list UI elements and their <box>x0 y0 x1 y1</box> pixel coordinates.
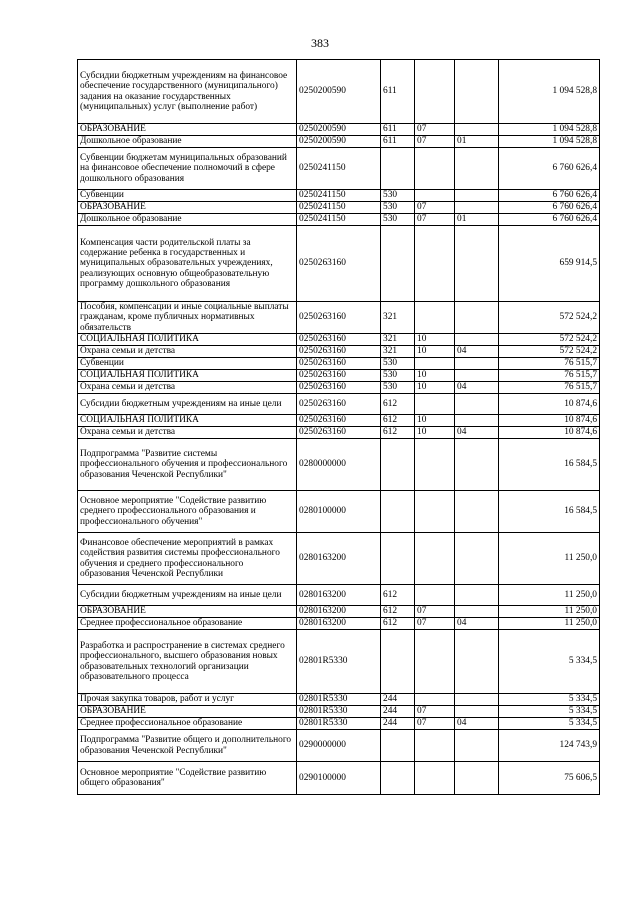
target-article-cell: 0280163200 <box>297 585 381 606</box>
target-article-cell: 0280100000 <box>297 491 381 533</box>
section-cell: 10 <box>415 370 455 382</box>
table-row <box>78 618 600 630</box>
expense-type-cell <box>381 491 415 533</box>
row-name-cell: ОБРАЗОВАНИЕ <box>78 606 297 618</box>
section-cell <box>415 533 455 585</box>
expense-type-cell: 321 <box>381 334 415 346</box>
target-article-cell: 02801R5330 <box>297 706 381 718</box>
subsection-cell <box>455 606 499 618</box>
table-row <box>78 226 600 302</box>
amount-cell: 6 760 626,4 <box>499 202 600 214</box>
section-cell: 10 <box>415 334 455 346</box>
amount-cell: 572 524,2 <box>499 302 600 334</box>
section-cell <box>415 762 455 795</box>
section-cell <box>415 439 455 491</box>
section-cell <box>415 226 455 302</box>
target-article-cell: 0250263160 <box>297 394 381 415</box>
table-row <box>78 136 600 148</box>
amount-cell: 11 250,0 <box>499 585 600 606</box>
row-name-cell: Субвенции <box>78 358 297 370</box>
table-row <box>78 427 600 439</box>
subsection-cell <box>455 334 499 346</box>
expense-type-cell <box>381 533 415 585</box>
expense-type-cell: 244 <box>381 694 415 706</box>
target-article-cell: 0250200590 <box>297 124 381 136</box>
table-row <box>78 694 600 706</box>
table-row <box>78 190 600 202</box>
section-cell <box>415 491 455 533</box>
target-article-cell: 0250263160 <box>297 358 381 370</box>
row-name-cell: ОБРАЗОВАНИЕ <box>78 706 297 718</box>
row-name-cell: Финансовое обеспечение мероприятий в рамках содействия развития системы профессионального обучения и среднего профессионального образования Чеченской Республики <box>78 533 297 585</box>
target-article-cell: 0290000000 <box>297 730 381 762</box>
subsection-cell <box>455 60 499 124</box>
amount-cell: 1 094 528,8 <box>499 60 600 124</box>
amount-cell: 16 584,5 <box>499 439 600 491</box>
amount-cell: 1 094 528,8 <box>499 136 600 148</box>
section-cell: 07 <box>415 706 455 718</box>
subsection-cell: 04 <box>455 346 499 358</box>
table-row <box>78 334 600 346</box>
expense-type-cell <box>381 730 415 762</box>
expense-type-cell: 244 <box>381 718 415 730</box>
row-name-cell: Подпрограмма "Развитие системы профессионального обучения и профессионального образования Чеченской Республики" <box>78 439 297 491</box>
amount-cell: 10 874,6 <box>499 427 600 439</box>
row-name-cell: Среднее профессиональное образование <box>78 618 297 630</box>
table-row <box>78 60 600 124</box>
table-row <box>78 382 600 394</box>
row-name-cell: СОЦИАЛЬНАЯ ПОЛИТИКА <box>78 370 297 382</box>
subsection-cell <box>455 302 499 334</box>
section-cell <box>415 730 455 762</box>
target-article-cell: 0250263160 <box>297 302 381 334</box>
target-article-cell: 0250263160 <box>297 226 381 302</box>
amount-cell: 75 606,5 <box>499 762 600 795</box>
row-name-cell: Подпрограмма "Развитие общего и дополнительного образования Чеченской Республики" <box>78 730 297 762</box>
row-name-cell: Разработка и распространение в системах среднего профессионального, высшего образования новых образовательных технологий организации образовательного процесса <box>78 630 297 694</box>
expense-type-cell: 611 <box>381 60 415 124</box>
section-cell <box>415 148 455 190</box>
subsection-cell: 04 <box>455 718 499 730</box>
subsection-cell: 01 <box>455 136 499 148</box>
amount-cell: 572 524,2 <box>499 334 600 346</box>
expense-type-cell <box>381 226 415 302</box>
section-cell <box>415 585 455 606</box>
subsection-cell <box>455 415 499 427</box>
amount-cell: 11 250,0 <box>499 618 600 630</box>
table-row <box>78 202 600 214</box>
subsection-cell <box>455 762 499 795</box>
target-article-cell: 0250241150 <box>297 148 381 190</box>
row-name-cell: Субвенции <box>78 190 297 202</box>
amount-cell: 76 515,7 <box>499 358 600 370</box>
table-row <box>78 533 600 585</box>
subsection-cell <box>455 394 499 415</box>
table-row <box>78 346 600 358</box>
subsection-cell <box>455 226 499 302</box>
amount-cell: 5 334,5 <box>499 694 600 706</box>
amount-cell: 6 760 626,4 <box>499 148 600 190</box>
table-row <box>78 630 600 694</box>
table-row <box>78 706 600 718</box>
row-name-cell: Компенсация части родительской платы за содержание ребенка в государственных и муниципальных образовательных учреждениях, реализующих основную общеобразовательную программу дошкольного образования <box>78 226 297 302</box>
section-cell <box>415 190 455 202</box>
subsection-cell: 04 <box>455 618 499 630</box>
section-cell: 07 <box>415 202 455 214</box>
target-article-cell: 0290100000 <box>297 762 381 795</box>
row-name-cell: Субсидии бюджетным учреждениям на иные цели <box>78 585 297 606</box>
subsection-cell <box>455 630 499 694</box>
table-body <box>78 60 600 795</box>
subsection-cell <box>455 491 499 533</box>
row-name-cell: Основное мероприятие "Содействие развитию среднего профессионального образования и профессионального обучения" <box>78 491 297 533</box>
section-cell <box>415 302 455 334</box>
target-article-cell: 02801R5330 <box>297 694 381 706</box>
expense-type-cell: 321 <box>381 302 415 334</box>
expense-type-cell: 612 <box>381 415 415 427</box>
amount-cell: 1 094 528,8 <box>499 124 600 136</box>
table-row <box>78 491 600 533</box>
section-cell <box>415 630 455 694</box>
row-name-cell: Пособия, компенсации и иные социальные выплаты гражданам, кроме публичных нормативных обязательств <box>78 302 297 334</box>
expense-type-cell: 530 <box>381 202 415 214</box>
table-row <box>78 762 600 795</box>
table-row <box>78 148 600 190</box>
row-name-cell: Дошкольное образование <box>78 214 297 226</box>
table-row <box>78 415 600 427</box>
subsection-cell <box>455 585 499 606</box>
expense-type-cell: 612 <box>381 606 415 618</box>
expense-type-cell <box>381 630 415 694</box>
table-row <box>78 718 600 730</box>
expense-type-cell: 612 <box>381 427 415 439</box>
expense-type-cell: 530 <box>381 370 415 382</box>
amount-cell: 76 515,7 <box>499 370 600 382</box>
amount-cell: 5 334,5 <box>499 630 600 694</box>
amount-cell: 76 515,7 <box>499 382 600 394</box>
target-article-cell: 0250200590 <box>297 136 381 148</box>
subsection-cell <box>455 370 499 382</box>
row-name-cell: Охрана семьи и детства <box>78 346 297 358</box>
amount-cell: 5 334,5 <box>499 706 600 718</box>
table-row <box>78 730 600 762</box>
target-article-cell: 02801R5330 <box>297 630 381 694</box>
expense-type-cell <box>381 762 415 795</box>
subsection-cell <box>455 730 499 762</box>
budget-table <box>77 59 600 795</box>
expense-type-cell: 611 <box>381 124 415 136</box>
subsection-cell: 04 <box>455 427 499 439</box>
page-number: 383 <box>311 36 329 50</box>
row-name-cell: Основное мероприятие "Содействие развитию общего образования" <box>78 762 297 795</box>
expense-type-cell: 530 <box>381 190 415 202</box>
table-row <box>78 302 600 334</box>
target-article-cell: 0250263160 <box>297 382 381 394</box>
expense-type-cell: 530 <box>381 382 415 394</box>
expense-type-cell: 612 <box>381 585 415 606</box>
amount-cell: 659 914,5 <box>499 226 600 302</box>
section-cell <box>415 394 455 415</box>
section-cell: 07 <box>415 606 455 618</box>
subsection-cell <box>455 358 499 370</box>
row-name-cell: Субсидии бюджетным учреждениям на иные цели <box>78 394 297 415</box>
amount-cell: 5 334,5 <box>499 718 600 730</box>
target-article-cell: 0250200590 <box>297 60 381 124</box>
target-article-cell: 0250263160 <box>297 334 381 346</box>
target-article-cell: 0280000000 <box>297 439 381 491</box>
target-article-cell: 0280163200 <box>297 618 381 630</box>
table-row <box>78 394 600 415</box>
table-row <box>78 439 600 491</box>
table-row <box>78 214 600 226</box>
subsection-cell <box>455 694 499 706</box>
section-cell: 10 <box>415 382 455 394</box>
table-row <box>78 606 600 618</box>
section-cell <box>415 60 455 124</box>
expense-type-cell: 611 <box>381 136 415 148</box>
expense-type-cell: 612 <box>381 394 415 415</box>
section-cell: 07 <box>415 136 455 148</box>
subsection-cell <box>455 124 499 136</box>
row-name-cell: Прочая закупка товаров, работ и услуг <box>78 694 297 706</box>
row-name-cell: Дошкольное образование <box>78 136 297 148</box>
section-cell: 07 <box>415 618 455 630</box>
amount-cell: 16 584,5 <box>499 491 600 533</box>
expense-type-cell <box>381 439 415 491</box>
subsection-cell: 01 <box>455 214 499 226</box>
table-row <box>78 585 600 606</box>
section-cell <box>415 358 455 370</box>
amount-cell: 10 874,6 <box>499 394 600 415</box>
target-article-cell: 0250241150 <box>297 202 381 214</box>
row-name-cell: ОБРАЗОВАНИЕ <box>78 202 297 214</box>
row-name-cell: Охрана семьи и детства <box>78 427 297 439</box>
amount-cell: 11 250,0 <box>499 533 600 585</box>
target-article-cell: 0250241150 <box>297 214 381 226</box>
subsection-cell <box>455 148 499 190</box>
row-name-cell: Среднее профессиональное образование <box>78 718 297 730</box>
expense-type-cell: 244 <box>381 706 415 718</box>
subsection-cell <box>455 190 499 202</box>
section-cell: 07 <box>415 124 455 136</box>
amount-cell: 11 250,0 <box>499 606 600 618</box>
target-article-cell: 0250263160 <box>297 370 381 382</box>
section-cell: 07 <box>415 718 455 730</box>
row-name-cell: Субвенции бюджетам муниципальных образований на финансовое обеспечение полномочий в сфере дошкольного образования <box>78 148 297 190</box>
subsection-cell <box>455 706 499 718</box>
table-row <box>78 370 600 382</box>
target-article-cell: 0280163200 <box>297 606 381 618</box>
subsection-cell <box>455 439 499 491</box>
subsection-cell <box>455 533 499 585</box>
row-name-cell: СОЦИАЛЬНАЯ ПОЛИТИКА <box>78 415 297 427</box>
section-cell: 10 <box>415 346 455 358</box>
expense-type-cell: 530 <box>381 214 415 226</box>
table-row <box>78 358 600 370</box>
subsection-cell: 04 <box>455 382 499 394</box>
row-name-cell: ОБРАЗОВАНИЕ <box>78 124 297 136</box>
row-name-cell: СОЦИАЛЬНАЯ ПОЛИТИКА <box>78 334 297 346</box>
row-name-cell: Охрана семьи и детства <box>78 382 297 394</box>
section-cell: 10 <box>415 415 455 427</box>
amount-cell: 124 743,9 <box>499 730 600 762</box>
amount-cell: 10 874,6 <box>499 415 600 427</box>
expense-type-cell <box>381 148 415 190</box>
target-article-cell: 0250263160 <box>297 415 381 427</box>
row-name-cell: Субсидии бюджетным учреждениям на финансовое обеспечение государственного (муниципального) задания на оказание государственных (муниципальных) услуг (выполнение работ) <box>78 60 297 124</box>
section-cell <box>415 694 455 706</box>
target-article-cell: 0250263160 <box>297 346 381 358</box>
subsection-cell <box>455 202 499 214</box>
table-row <box>78 124 600 136</box>
target-article-cell: 0250241150 <box>297 190 381 202</box>
section-cell: 10 <box>415 427 455 439</box>
expense-type-cell: 530 <box>381 358 415 370</box>
target-article-cell: 02801R5330 <box>297 718 381 730</box>
expense-type-cell: 321 <box>381 346 415 358</box>
target-article-cell: 0250263160 <box>297 427 381 439</box>
target-article-cell: 0280163200 <box>297 533 381 585</box>
amount-cell: 572 524,2 <box>499 346 600 358</box>
expense-type-cell: 612 <box>381 618 415 630</box>
section-cell: 07 <box>415 214 455 226</box>
amount-cell: 6 760 626,4 <box>499 214 600 226</box>
amount-cell: 6 760 626,4 <box>499 190 600 202</box>
